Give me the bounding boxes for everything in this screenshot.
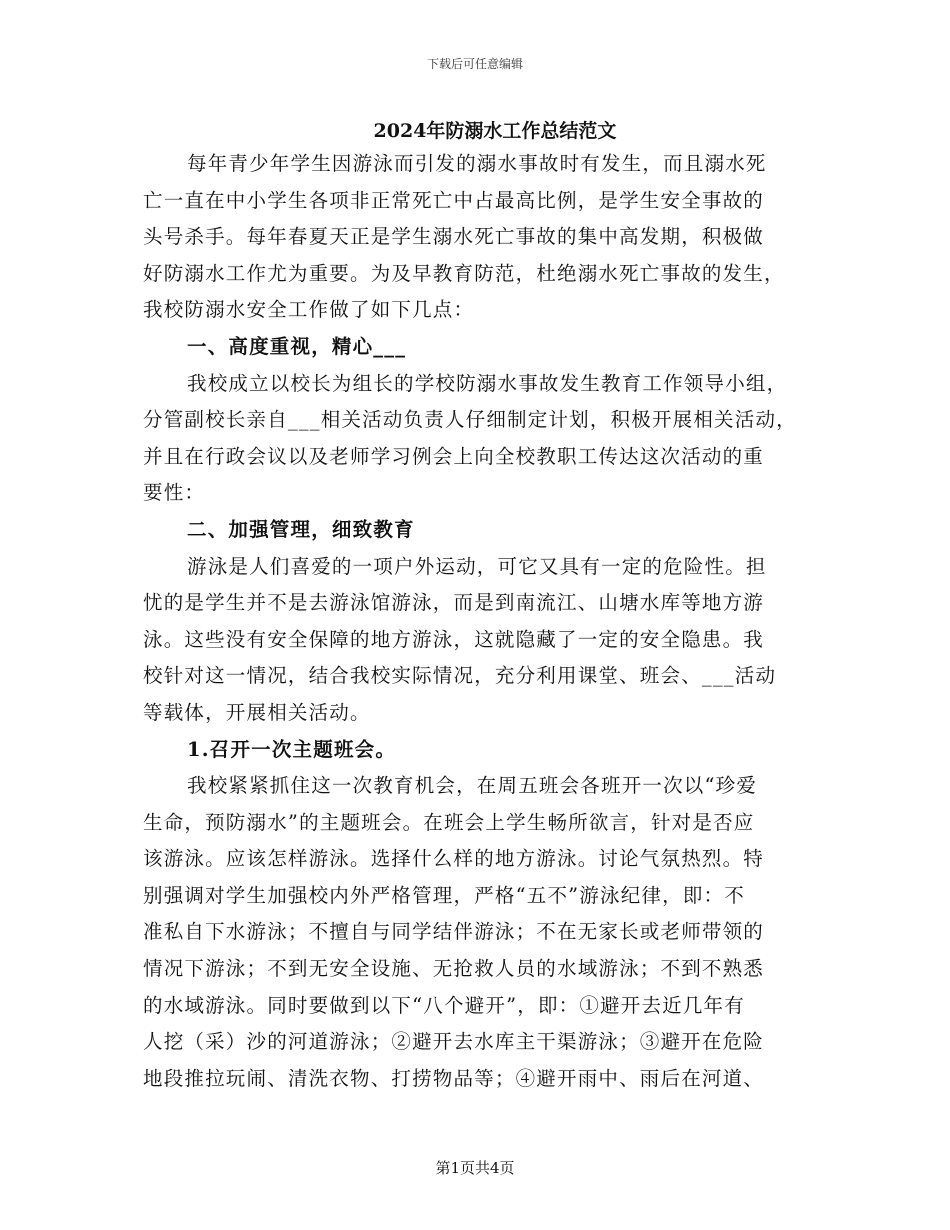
body-line: 要性： (143, 481, 206, 505)
body-line: 亡一直在中小学生各项非正常死亡中占最高比例，是学生安全事故的 (143, 188, 765, 212)
section-heading: 二、加强管理，细致教育 (187, 517, 415, 541)
section-heading: 一、高度重视，精心___ (187, 334, 407, 358)
body-line: 好防溺水工作尤为重要。为及早教育防范，杜绝溺水死亡事故的发生， (143, 261, 785, 285)
document-body (143, 146, 815, 1097)
body-line: 生命，预防溺水”的主题班会。在班会上学生畅所欲言，针对是否应 (143, 810, 755, 834)
body-line: 头号杀手。每年春夏天正是学生溺水死亡事故的集中高发期，积极做 (143, 225, 765, 249)
body-line: 别强调对学生加强校内外严格管理，严格“五不”游泳纪律，即：不 (143, 883, 745, 907)
body-line: 我校成立以校长为组长的学校防溺水事故发生教育工作领导小组， (187, 371, 788, 395)
document-title: 2024年防溺水工作总结范文 (373, 120, 617, 142)
page-header-note: 下载后可任意编辑 (426, 57, 523, 71)
body-line: 人挖（采）沙的河道游泳；②避开去水库主干渠游泳；③避开在危险 (143, 1030, 765, 1054)
section-heading: 1.召开一次主题班会。 (187, 737, 397, 761)
body-line: 该游泳。应该怎样游泳。选择什么样的地方游泳。讨论气氛热烈。特 (143, 847, 765, 871)
body-line: 并且在行政会议以及老师学习例会上向全校教职工传达这次活动的重 (143, 444, 765, 468)
body-line: 泳。这些没有安全保障的地方游泳，这就隐藏了一定的安全隐患。我 (143, 627, 765, 651)
body-line: 我校紧紧抓住这一次教育机会，在周五班会各班开一次以“珍爱 (187, 774, 758, 798)
body-line: 地段推拉玩闹、清洗衣物、打捞物品等；④避开雨中、雨后在河道、 (143, 1066, 765, 1090)
body-line: 等载体，开展相关活动。 (143, 700, 371, 724)
body-line: 校针对这一情况，结合我校实际情况，充分利用课堂、班会、___活动 (143, 664, 777, 688)
body-line: 游泳是人们喜爱的一项户外运动，可它又具有一定的危险性。担 (187, 554, 767, 578)
body-line: 的水域游泳。同时要做到以下“八个避开”，即：①避开去近几年有 (143, 993, 745, 1017)
body-line: 准私自下水游泳；不擅自与同学结伴游泳；不在无家长或老师带领的 (143, 920, 765, 944)
body-line: 我校防溺水安全工作做了如下几点： (143, 298, 475, 322)
body-line: 情况下游泳；不到无安全设施、无抢救人员的水域游泳；不到不熟悉 (143, 957, 765, 981)
body-line: 分管副校长亲自___相关活动负责人仔细制定计划，积极开展相关活动， (143, 408, 797, 432)
body-line: 每年青少年学生因游泳而引发的溺水事故时有发生，而且溺水死 (187, 152, 767, 175)
body-line: 忧的是学生并不是去游泳馆游泳，而是到南流江、山塘水库等地方游 (143, 591, 765, 615)
page-footer: 第1页共4页 (435, 1159, 515, 1177)
